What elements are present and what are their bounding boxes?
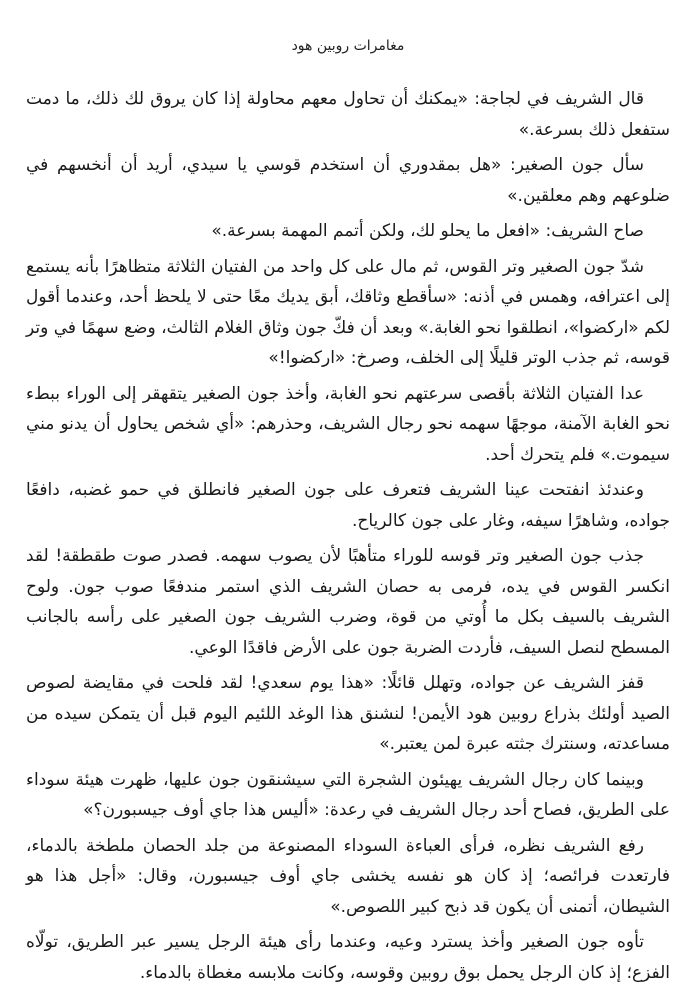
paragraph: قفز الشريف عن جواده، وتهلل قائلًا: «هذا يوم سعدي! لقد فلحت في مقايضة لصوص الصيد أولئك بذراع روبين هود الأيمن! لنشنق هذا الوغد اللئيم اليوم قبل أن يتمكن سيده من مساعدته، وسنترك جثته عبرة لمن يعتبر.» (26, 673, 670, 754)
paragraph: وبينما كان رجال الشريف يهيئون الشجرة التي سيشنقون جون عليها، ظهرت هيئة سوداء على الطريق، فصاح أحد رجال الشريف في رعدة: «أليس هذا جاي أوف جيسبورن؟» (26, 769, 670, 820)
paragraph: سأل جون الصغير: «هل بمقدوري أن استخدم قوسي يا سيدي، أريد أن أنخسهم في ضلوعهم وهم معلقين.» (26, 155, 670, 206)
paragraph: قال الشريف في لجاجة: «يمكنك أن تحاول معهم محاولة إذا كان يروق لك ذلك، ما دمت ستفعل ذلك بسرعة.» (26, 89, 670, 140)
book-page (26, 0, 670, 1000)
paragraph: شدّ جون الصغير وتر القوس، ثم مال على كل واحد من الفتيان الثلاثة متظاهرًا بأنه يستمع إلى اعترافه، وهمس في أذنه: «سأقطع وثاقك، أبق يديك معًا حتى لا يلحظ أحد، وعندما أقول لكم «اركضوا»، انطلقوا نحو الغابة.» وبعد أن فكّ جون وثاق الغلام الثالث، وضع سهمًا في وتر قوسه، ثم جذب الوتر قليلًا إلى الخلف، وصرخ: «اركضوا!» (26, 256, 670, 368)
running-header: مغامرات روبين هود (291, 38, 405, 54)
paragraph: تأوه جون الصغير وأخذ يسترد وعيه، وعندما رأى هيئة الرجل يسير عبر الطريق، تولّاه الفزع؛ إذ كان الرجل يحمل بوق روبين وقوسه، وكانت ملابسه مغطاة بالدماء. (26, 932, 670, 983)
paragraph: عدا الفتيان الثلاثة بأقصى سرعتهم نحو الغابة، وأخذ جون الصغير يتقهقر إلى الوراء ببطء نحو الغابة الآمنة، موجهًا سهمه نحو رجال الشريف، وحذرهم: «أي شخص يحاول أن يدنو مني سيموت.» فلم يتحرك أحد. (26, 383, 670, 465)
paragraph: جذب جون الصغير وتر قوسه للوراء متأهبًا لأن يصوب سهمه. فصدر صوت طقطقة! لقد انكسر القوس في يده، فرمى به حصان الشريف الذي استمر مندفعًا صوب جون. ولوح الشريف بالسيف بكل ما أُوتي من قوة، وضرب الشريف جون الصغير على رأسه بالجانب المسطح لنصل السيف، فأردت الضربة جون على الأرض فاقدًا الوعي. (26, 546, 670, 658)
paragraph: رفع الشريف نظره، فرأى العباءة السوداء المصنوعة من جلد الحصان ملطخة بالدماء، فارتعدت فرائصه؛ إذ كان هو نفسه يخشى جاي أوف جيسبورن، وقال: «أجل هذا هو الشيطان، أتمنى أن يكون قد ذبح كبير اللصوص.» (26, 835, 670, 917)
paragraph: وعندئذ انفتحت عينا الشريف فتعرف على جون الصغير فانطلق في حمو غضبه، دافعًا جواده، وشاهرًا سيفه، وغار على جون كالرياح. (26, 480, 670, 531)
paragraph: صاح الشريف: «افعل ما يحلو لك، ولكن أتمم المهمة بسرعة.» (211, 221, 644, 241)
body-text (26, 84, 670, 988)
